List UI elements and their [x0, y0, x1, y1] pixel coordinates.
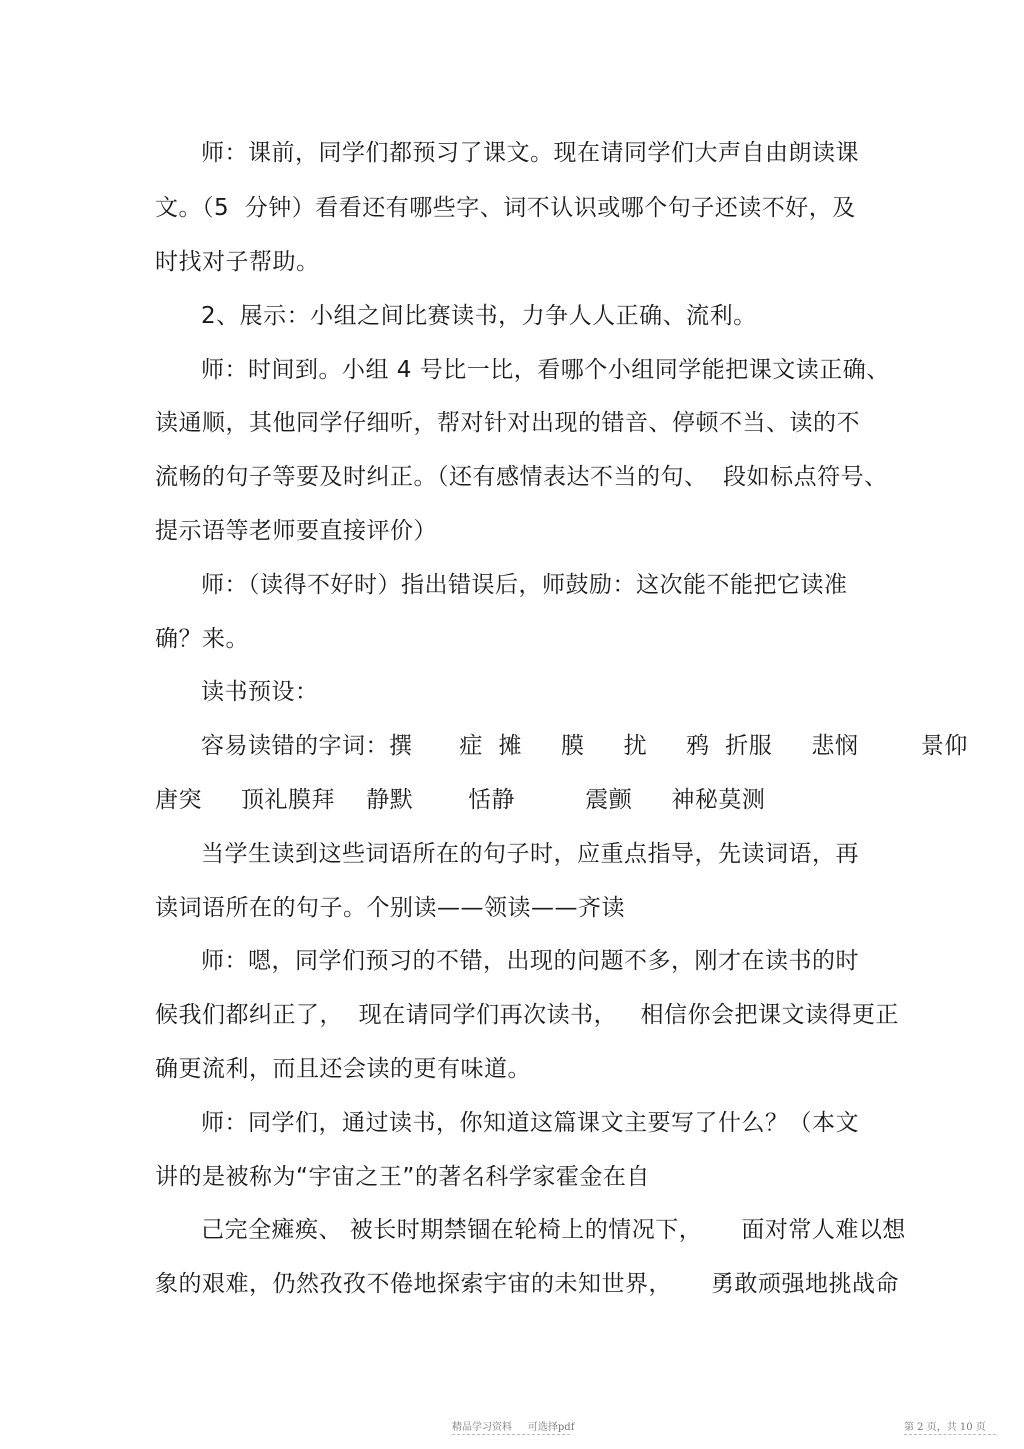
- paragraph-line: 己完全瘫痪、 被长时期禁锢在轮椅上的情况下， 面对常人难以想: [201, 1217, 906, 1243]
- paragraph-line: 师：（读得不好时）指出错误后，师鼓励：这次能不能把它读准: [201, 572, 848, 598]
- paragraph-line: 2、展示：小组之间比赛读书，力争人人正确、流利。: [201, 303, 757, 329]
- paragraph-line: 当学生读到这些词语所在的句子时，应重点指导，先读词语，再: [201, 841, 859, 867]
- paragraph-line: 师：课前，同学们都预习了课文。现在请同学们大声自由朗读课: [201, 140, 859, 166]
- footer-page-number: 第 2 页，共 10 页: [904, 1422, 986, 1433]
- paragraph-line: 读书预设：: [201, 679, 319, 705]
- paragraph-line: 确？来。: [155, 626, 249, 652]
- paragraph-line: 文。（5 分钟）看看还有哪些字、词不认识或哪个句子还读不好，及: [155, 195, 856, 221]
- footer-left-label: 精品学习资料 可选择pdf: [452, 1422, 575, 1433]
- paragraph-line: 师：同学们，通过读书，你知道这篇课文主要写了什么？（本文: [201, 1110, 859, 1136]
- paragraph-line: 象的艰难，仍然孜孜不倦地探索宇宙的未知世界， 勇敢顽强地挑战命: [155, 1271, 900, 1297]
- footer-right-divider: [904, 1434, 996, 1435]
- paragraph-line: 讲的是被称为“宇宙之王”的著名科学家霍金在自: [155, 1164, 650, 1190]
- paragraph-line: 确更流利，而且还会读的更有味道。: [155, 1056, 531, 1082]
- paragraph-line: 读词语所在的句子。个别读——领读——齐读: [155, 895, 625, 921]
- paragraph-line: 流畅的句子等要及时纠正。（还有感情表达不当的句、 段如标点符号、: [155, 464, 888, 490]
- paragraph-line: 时找对子帮助。: [155, 249, 320, 275]
- paragraph-line: 读通顺，其他同学仔细听，帮对针对出现的错音、停顿不当、读的不: [155, 410, 860, 436]
- paragraph-line: 师：嗯，同学们预习的不错，出现的问题不多，刚才在读书的时: [201, 948, 859, 974]
- paragraph-line: 师：时间到。小组 4 号比一比，看哪个小组同学能把课文读正确、: [201, 357, 890, 383]
- paragraph-line: 唐突 顶礼膜拜 静默 恬静 震颤 神秘莫测: [155, 787, 766, 813]
- paragraph-line: 候我们都纠正了， 现在请同学们再次读书， 相信你会把课文读得更正: [155, 1002, 900, 1028]
- paragraph-line: 提示语等老师要直接评价）: [155, 518, 437, 544]
- paragraph-line: 容易读错的字词：撰 症 摊 膜 扰 鸦 折服 悲悯 景仰: [201, 733, 968, 759]
- footer-left-divider: [452, 1434, 570, 1435]
